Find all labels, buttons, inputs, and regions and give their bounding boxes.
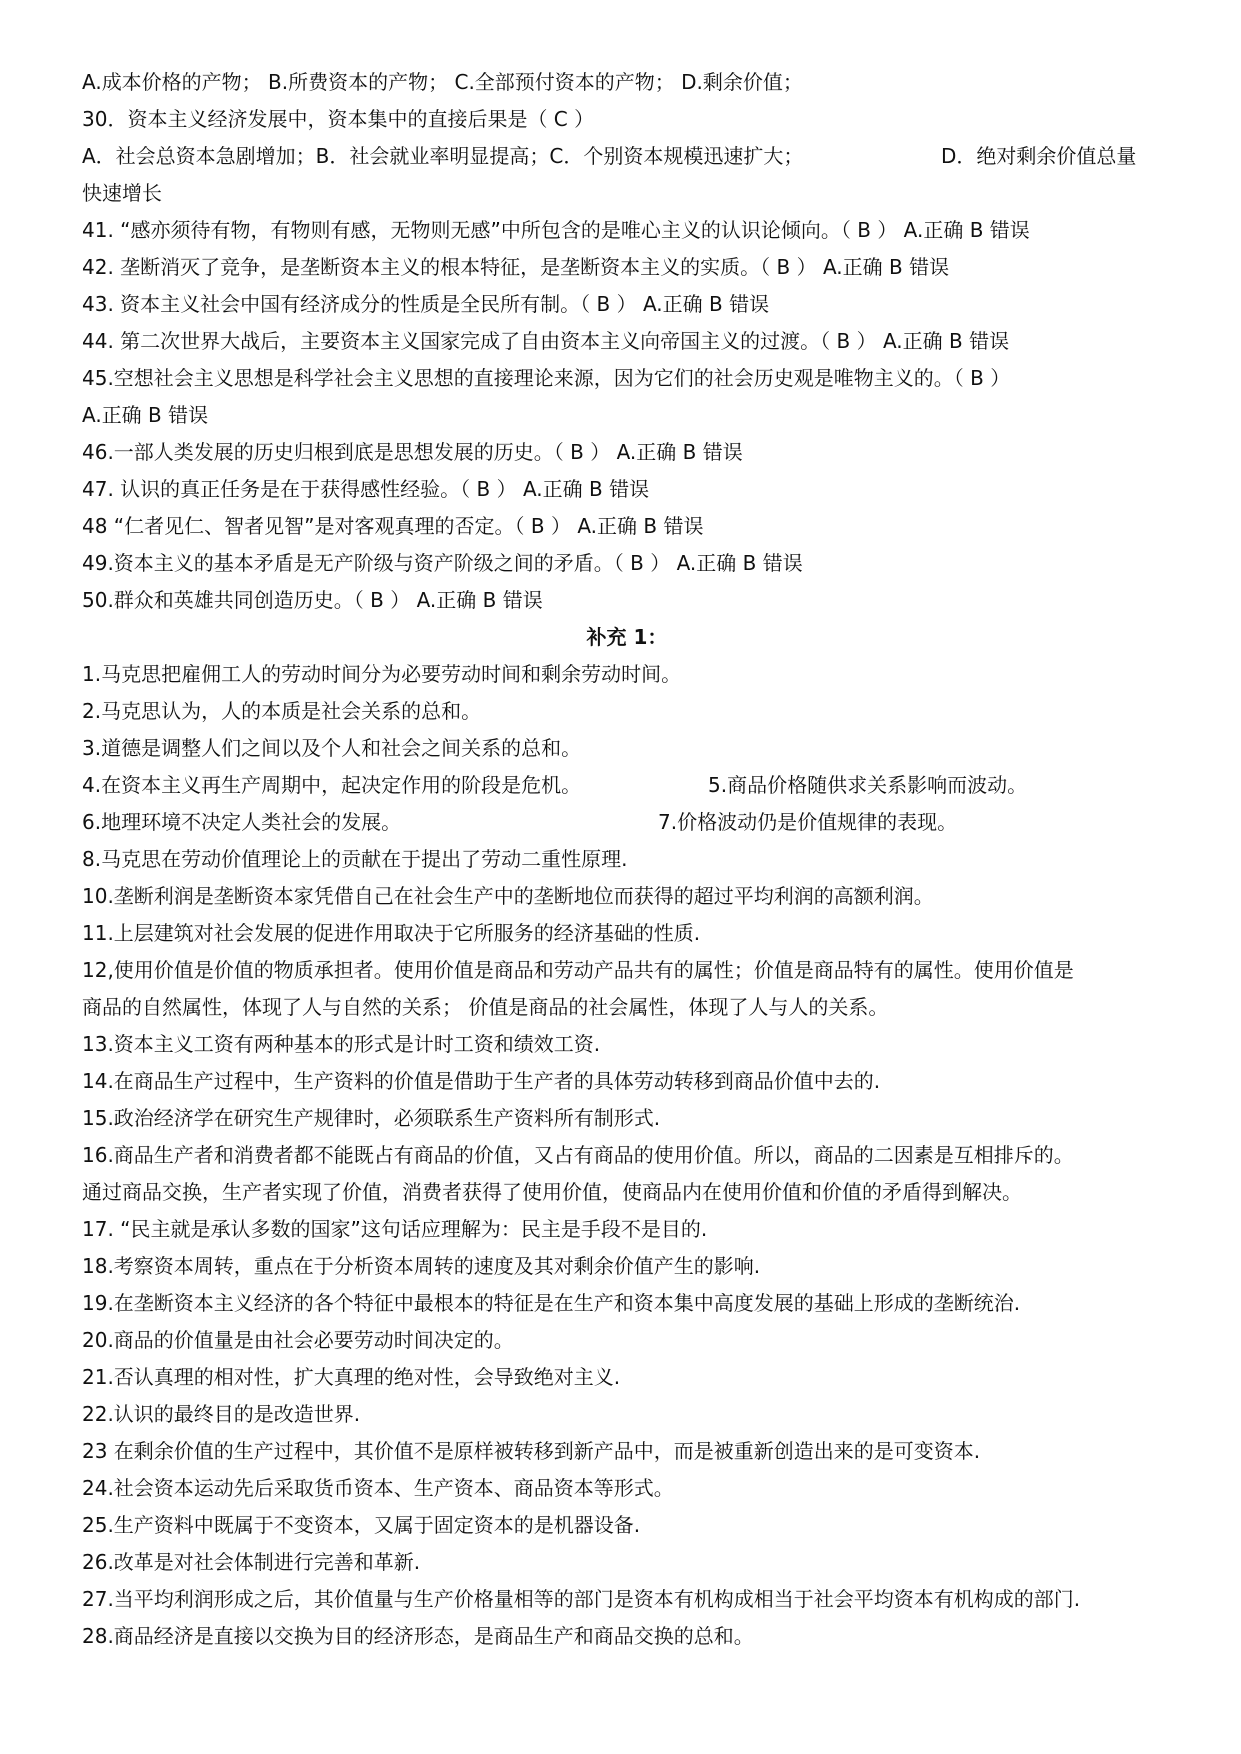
judgment-43: 43. 资本主义社会中国有经济成分的性质是全民所有制。（ B ） A.正确 B 错误 [82,292,770,316]
supplement-item-16-line-2: 通过商品交换，生产者实现了价值，消费者获得了使用价值，使商品内在使用价值和价值的矛盾得到解决。 [82,1180,1022,1204]
supplement-item-12-line-2: 商品的自然属性，体现了人与自然的关系； 价值是商品的社会属性，体现了人与人的关系。 [82,995,889,1019]
mcq-options-line: A.成本价格的产物； B.所费资本的产物； C.全部预付资本的产物； D.剩余价值； [82,70,803,94]
judgment-46: 46.一部人类发展的历史归根到底是思想发展的历史。（ B ） A.正确 B 错误 [82,440,743,464]
supplement-item-6: 6.地理环境不决定人类社会的发展。 [82,810,402,834]
supplement-item-10: 10.垄断利润是垄断资本家凭借自己在社会生产中的垄断地位而获得的超过平均利润的高额利润。 [82,884,934,908]
supplement-item-7: 7.价格波动仍是价值规律的表现。 [658,810,958,834]
supplement-item-24: 24.社会资本运动先后采取货币资本、生产资本、商品资本等形式。 [82,1476,674,1500]
judgment-45-answer: A.正确 B 错误 [82,403,209,427]
supplement-item-15: 15.政治经济学在研究生产规律时，必须联系生产资料所有制形式. [82,1106,661,1130]
judgment-41: 41. “感亦须待有物，有物则有感，无物则无感”中所包含的是唯心主义的认识论倾向。（ B ） A.正确 B 错误 [82,218,1030,242]
judgment-47: 47. 认识的真正任务是在于获得感性经验。（ B ） A.正确 B 错误 [82,477,650,501]
supplement-item-22: 22.认识的最终目的是改造世界. [82,1402,361,1426]
supplement-item-27: 27.当平均利润形成之后，其价值量与生产价格量相等的部门是资本有机构成相当于社会平均资本有机构成的部门. [82,1587,1081,1611]
supplement-row-6-7 [82,806,1172,838]
judgment-45: 45.空想社会主义思想是科学社会主义思想的直接理论来源，因为它们的社会历史观是唯物主义的。（ B ） [82,366,1011,390]
question-30-options-abc: A．社会总资本急剧增加；B．社会就业率明显提高；C．个别资本规模迅速扩大； [82,144,804,168]
question-30-options-continued: 快速增长 [82,181,162,205]
supplement-item-16-line-1: 16.商品生产者和消费者都不能既占有商品的价值，又占有商品的使用价值。所以，商品的二因素是互相排斥的。 [82,1143,1074,1167]
supplement-item-13: 13.资本主义工资有两种基本的形式是计时工资和绩效工资. [82,1032,601,1056]
supplement-item-12-line-1: 12,使用价值是价值的物质承担者。使用价值是商品和劳动产品共有的属性；价值是商品特有的属性。使用价值是 [82,958,1074,982]
supplement-item-3: 3.道德是调整人们之间以及个人和社会之间关系的总和。 [82,736,582,760]
supplement-item-18: 18.考察资本周转，重点在于分析资本周转的速度及其对剩余价值产生的影响. [82,1254,761,1278]
supplement-item-28: 28.商品经济是直接以交换为目的经济形态，是商品生产和商品交换的总和。 [82,1624,754,1648]
judgment-49: 49.资本主义的基本矛盾是无产阶级与资产阶级之间的矛盾。（ B ） A.正确 B 错误 [82,551,803,575]
supplement-item-5: 5.商品价格随供求关系影响而波动。 [708,773,1028,797]
supplement-item-23: 23 在剩余价值的生产过程中，其价值不是原样被转移到新产品中，而是被重新创造出来的是可变资本. [82,1439,981,1463]
judgment-50: 50.群众和英雄共同创造历史。（ B ） A.正确 B 错误 [82,588,543,612]
supplement-item-26: 26.改革是对社会体制进行完善和革新. [82,1550,421,1574]
supplement-row-4-5 [82,769,1172,801]
supplement-item-17: 17. “民主就是承认多数的国家”这句话应理解为：民主是手段不是目的. [82,1217,708,1241]
supplement-heading: 补充 1： [586,625,668,649]
supplement-item-2: 2.马克思认为，人的本质是社会关系的总和。 [82,699,482,723]
supplement-item-25: 25.生产资料中既属于不变资本，又属于固定资本的是机器设备. [82,1513,641,1537]
supplement-item-4: 4.在资本主义再生产周期中，起决定作用的阶段是危机。 [82,773,582,797]
supplement-item-14: 14.在商品生产过程中，生产资料的价值是借助于生产者的具体劳动转移到商品价值中去的. [82,1069,881,1093]
question-30: 30．资本主义经济发展中，资本集中的直接后果是（ C ） [82,107,595,131]
judgment-44: 44. 第二次世界大战后，主要资本主义国家完成了自由资本主义向帝国主义的过渡。（ B ） A.正确 B 错误 [82,329,1010,353]
supplement-item-8: 8.马克思在劳动价值理论上的贡献在于提出了劳动二重性原理. [82,847,628,871]
question-30-options [82,140,1172,172]
supplement-item-1: 1.马克思把雇佣工人的劳动时间分为必要劳动时间和剩余劳动时间。 [82,662,682,686]
judgment-42: 42. 垄断消灭了竞争，是垄断资本主义的根本特征，是垄断资本主义的实质。（ B ） A.正确 B 错误 [82,255,950,279]
supplement-item-21: 21.否认真理的相对性，扩大真理的绝对性，会导致绝对主义. [82,1365,621,1389]
judgment-48: 48 “仁者见仁、智者见智”是对客观真理的否定。（ B ） A.正确 B 错误 [82,514,704,538]
supplement-item-19: 19.在垄断资本主义经济的各个特征中最根本的特征是在生产和资本集中高度发展的基础上形成的垄断统治. [82,1291,1021,1315]
question-30-option-d: D．绝对剩余价值总量 [941,144,1137,168]
supplement-item-11: 11.上层建筑对社会发展的促进作用取决于它所服务的经济基础的性质. [82,921,701,945]
supplement-item-20: 20.商品的价值量是由社会必要劳动时间决定的。 [82,1328,514,1352]
